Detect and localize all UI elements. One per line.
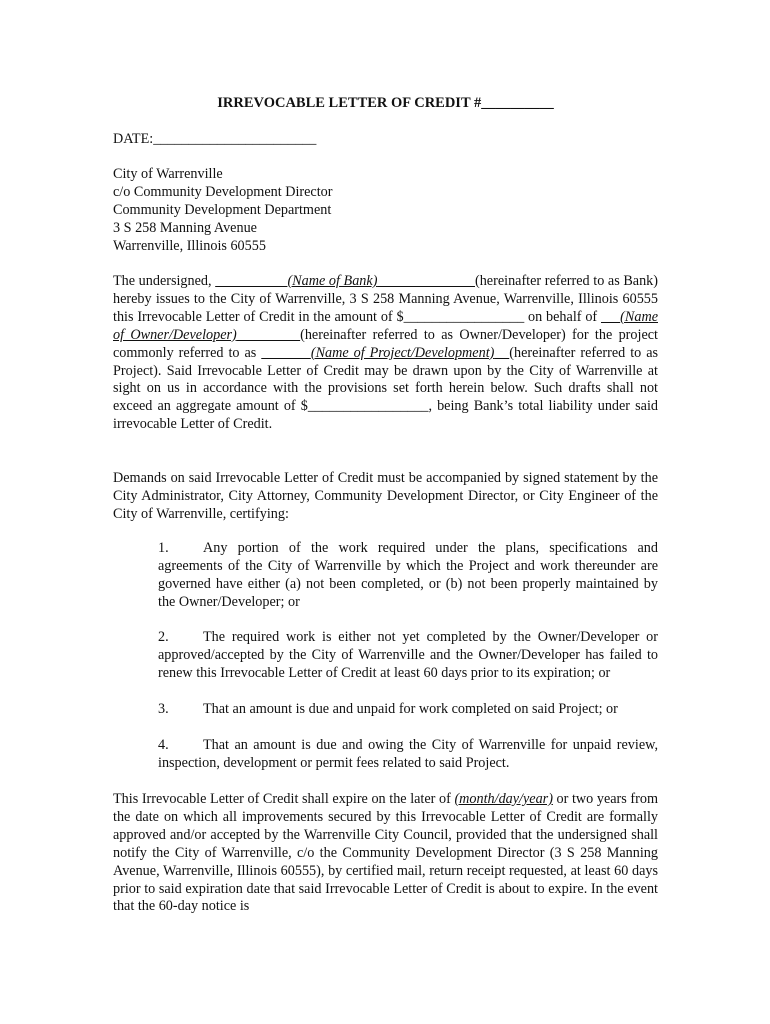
list-item: [158, 629, 658, 683]
paragraph-issuance: [113, 273, 658, 434]
p1-text: , being Bank’s total liability under said irrevocable Letter of Credit.: [113, 398, 658, 433]
p1-text: (hereinafter referred to as Project). Said Irrevocable Letter of Credit may be drawn upon by the City of Warrenville at sight on us in accordance with the provisions set forth herein below. Such drafts shall not exceed an aggregate amount of $: [113, 344, 659, 415]
item-number: 2.: [158, 629, 169, 645]
list-item: [158, 701, 658, 719]
date-label: DATE:: [113, 131, 154, 147]
name-of-project-field: (Name of Project/Development): [310, 344, 495, 361]
item-text: The required work is either not yet completed by the Owner/Developer or approved/accepted by the City of Warrenville and the Owner/Developer has failed to renew this Irrevocable Letter of Credit at least 60 days prior to its expiration; or: [158, 629, 658, 681]
amount-blank: _________________: [403, 308, 525, 325]
item-number: 3.: [158, 701, 169, 717]
date-blank: _______________________: [153, 131, 317, 147]
p3-text: This Irrevocable Letter of Credit shall expire on the later of: [113, 791, 455, 807]
title-number-blank: __________: [481, 95, 554, 111]
address-line: City of Warrenville: [113, 166, 223, 182]
name-of-owner-field: (Name of Owner/Developer): [113, 308, 658, 343]
date-line: [113, 131, 316, 149]
paragraph-expiration: [113, 791, 658, 916]
list-item: [158, 737, 658, 773]
p1-text: on behalf of: [524, 308, 601, 325]
p1-text: (hereinafter referred to as Bank) hereby issues to the City of Warrenville, 3 S 258 Manning Avenue, Warrenville, Illinois 60555 this Irrevocable Letter of Credit in the amount of $: [113, 273, 659, 325]
item-text: Any portion of the work required under the plans, specifications and agreements of the City of Warrenville by which the Project and work thereunder are governed have either (a) not been completed, or (b) not been properly maintained by the Owner/Developer; or: [158, 540, 658, 610]
item-text: That an amount is due and owing the City of Warrenville for unpaid review, inspection, development or permit fees related to said Project.: [158, 737, 658, 771]
paragraph-demands: Demands on said Irrevocable Letter of Credit must be accompanied by signed statement by the City Administrator, City Attorney, Community Development Director, or City Engineer of the City of Warrenville, certifying:: [113, 470, 658, 522]
p1-text: The undersigned,: [113, 273, 216, 289]
aggregate-amount-blank: _________________: [307, 398, 429, 415]
document-title: [113, 95, 658, 113]
address-line: 3 S 258 Manning Avenue: [113, 219, 257, 236]
item-text: That an amount is due and unpaid for work completed on said Project; or: [203, 701, 618, 717]
item-number: 4.: [158, 737, 169, 753]
title-text: IRREVOCABLE LETTER OF CREDIT #: [217, 95, 482, 111]
name-of-bank-field: (Name of Bank): [287, 273, 378, 289]
p1-text: (hereinafter referred to as Owner/Developer) for the project commonly referred to as: [113, 326, 658, 361]
list-item: [158, 540, 658, 612]
recipient-address: [113, 166, 332, 256]
address-line: Community Development Department: [113, 201, 332, 218]
address-line: Warrenville, Illinois 60555: [113, 237, 266, 254]
address-line: c/o Community Development Director: [113, 183, 333, 200]
p3-text: or two years from the date on which all improvements secured by this Irrevocable Letter of Credit are formally approved and/or accepted by the Warrenville City Council, provided that the undersigned shall notify the City of Warrenville, c/o the Community Development Director (3 S 258 Manning Avenue, Warrenville, Illinois 60555), by certified mail, return receipt requested, at least 60 days prior to said expiration date that said Irrevocable Letter of Credit is about to expire. In the event that the 60-day notice is: [113, 791, 658, 915]
expiration-date-field: (month/day/year): [454, 791, 553, 807]
item-number: 1.: [158, 540, 169, 556]
